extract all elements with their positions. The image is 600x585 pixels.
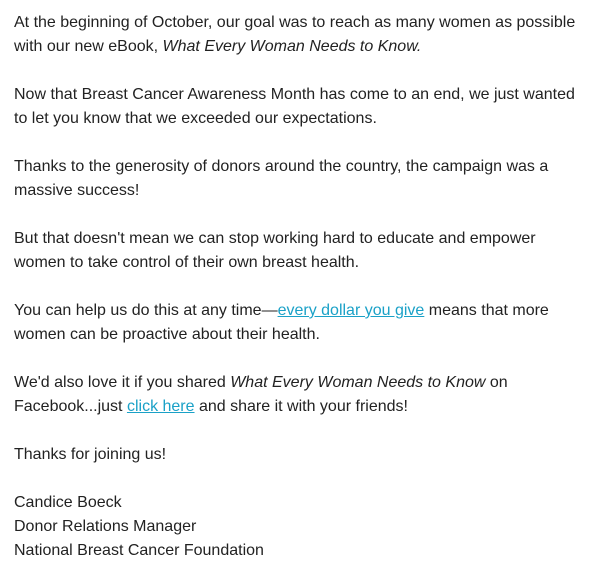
paragraph-campaign-end: Now that Breast Cancer Awareness Month has come to an end, we just wanted to let you know that we exceeded our expectations. (14, 86, 575, 127)
paragraph-closing: Thanks for joining us! (14, 446, 167, 463)
paragraph-keep-working: But that doesn't mean we can stop working hard to educate and empower women to take control of their own breast health. (14, 230, 536, 271)
signature-title: Donor Relations Manager (14, 518, 197, 535)
paragraph-donate (14, 299, 586, 347)
donate-link[interactable]: every dollar you give (277, 302, 425, 319)
ebook-title-share: What Every Woman Needs to Know (230, 374, 486, 391)
ebook-title: What Every Woman Needs to Know. (162, 38, 422, 55)
share-link[interactable]: click here (126, 398, 195, 415)
paragraph-donate-text: You can help us do this at any time— (14, 302, 278, 319)
paragraph-share-text-end: and share it with your friends! (194, 398, 408, 415)
signature (14, 491, 586, 563)
paragraph-thanks-donors: Thanks to the generosity of donors around the country, the campaign was a massive success! (14, 158, 549, 199)
signature-name: Candice Boeck (14, 494, 122, 511)
paragraph-donate-text-end: means that more women can be proactive about their health. (14, 302, 549, 343)
paragraph-share (14, 371, 586, 419)
paragraph-share-text: We'd also love it if you shared (14, 374, 231, 391)
paragraph-share-text-middle: on Facebook...just (14, 374, 508, 415)
paragraph-intro-text: At the beginning of October, our goal was to reach as many women as possible with our new eBook, (14, 14, 576, 55)
signature-organization: National Breast Cancer Foundation (14, 542, 264, 559)
paragraph-intro (14, 11, 586, 59)
